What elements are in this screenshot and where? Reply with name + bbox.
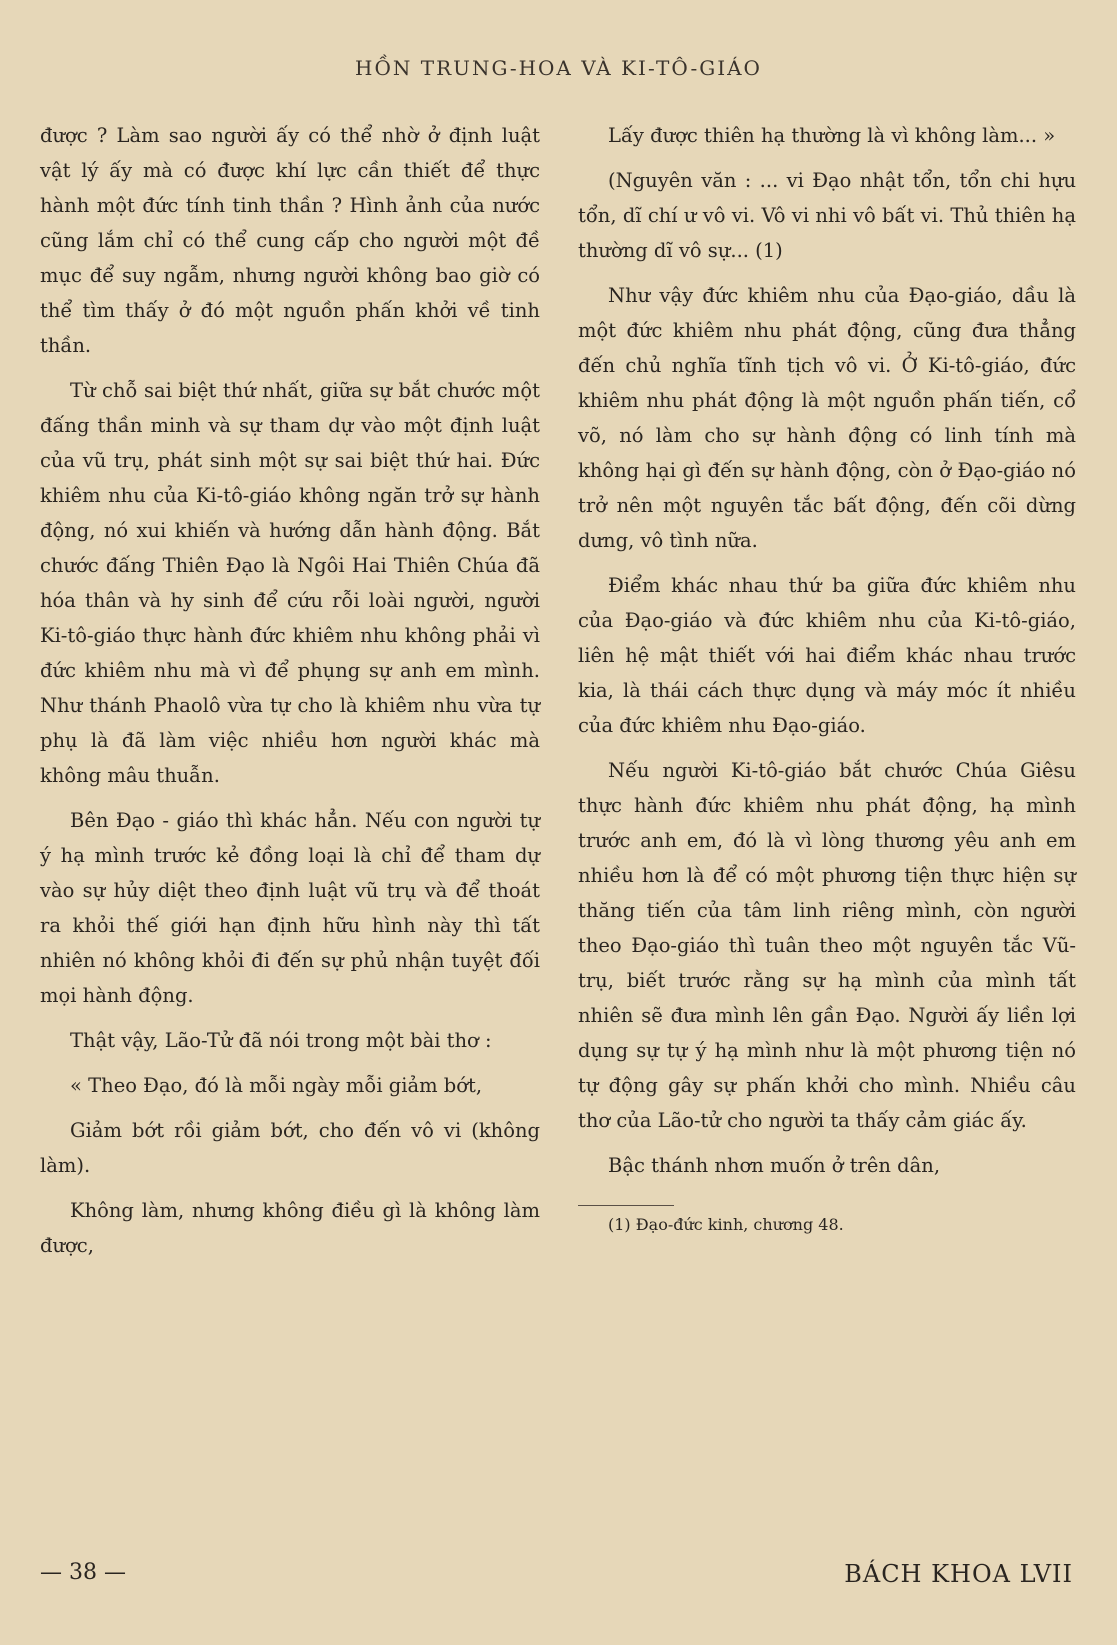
paragraph: Bên Đạo - giáo thì khác hẳn. Nếu con người tự ý hạ mình trước kẻ đồng loại là chỉ để tham dự vào sự hủy diệt theo định luật vũ trụ và để thoát ra khỏi thế giới hạn định hữu hình này thì tất nhiên nó không khỏi đi đến sự phủ nhận tuyệt đối mọi hành động.: [40, 809, 540, 1007]
right-column: [578, 118, 1076, 1248]
poem-line: Giảm bớt rồi giảm bớt, cho đến vô vi (không làm).: [40, 1119, 540, 1177]
left-column: [40, 118, 540, 1273]
paragraph: Từ chỗ sai biệt thứ nhất, giữa sự bắt chước một đấng thần minh và sự tham dự vào một định luật của vũ trụ, phát sinh một sự sai biệt thứ hai. Đức khiêm nhu của Ki-tô-giáo không ngăn trở sự hành động, nó xui khiến và hướng dẫn hành động. Bắt chước đấng Thiên Đạo là Ngôi Hai Thiên Chúa đã hóa thân và hy sinh để cứu rỗi loài người, người Ki-tô-giáo thực hành đức khiêm nhu không phải vì đức khiêm nhu mà vì để phụng sự anh em mình. Như thánh Phaolô vừa tự cho là khiêm nhu vừa tự phụ là đã làm việc nhiều hơn người khác mà không mâu thuẫn.: [40, 379, 540, 787]
poem-line: Không làm, nhưng không điều gì là không làm được,: [40, 1199, 540, 1257]
paragraph: Thật vậy, Lão-Tử đã nói trong một bài thơ :: [70, 1029, 492, 1052]
paragraph: Nếu người Ki-tô-giáo bắt chước Chúa Giêsu thực hành đức khiêm nhu phát động, hạ mình trước anh em, đó là vì lòng thương yêu anh em nhiều hơn là để có một phương tiện thực hiện sự thăng tiến của tâm linh riêng mình, còn người theo Đạo-giáo thì tuân theo một nguyên tắc Vũ-trụ, biết trước rằng sự hạ mình của mình tất nhiên sẽ đưa mình lên gần Đạo. Người ấy liền lợi dụng sự tự ý hạ mình như là một phương tiện nó tự động gây sự phấn khởi cho mình. Nhiều câu thơ của Lão-tử cho người ta thấy cảm giác ấy.: [578, 759, 1076, 1132]
paragraph: Bậc thánh nhơn muốn ở trên dân,: [608, 1154, 941, 1177]
paragraph: (Nguyên văn : ... vi Đạo nhật tổn, tổn chi hựu tổn, dĩ chí ư vô vi. Vô vi nhi vô bất vi. Thủ thiên hạ thường dĩ vô sự... (1): [578, 169, 1076, 262]
running-title: HỒN TRUNG-HOA VÀ KI-TÔ-GIÁO: [355, 56, 762, 80]
paragraph: được ? Làm sao người ấy có thể nhờ ở định luật vật lý ấy mà có được khí lực cần thiết để thực hành một đức tính tinh thần ? Hình ảnh của nước cũng lắm chỉ có thể cung cấp cho người một đề mục để suy ngẫm, nhưng người không bao giờ có thể tìm thấy ở đó một nguồn phấn khởi về tinh thần.: [40, 124, 540, 357]
page-number: — 38 —: [40, 1560, 126, 1585]
poem-line: « Theo Đạo, đó là mỗi ngày mỗi giảm bớt,: [70, 1074, 483, 1097]
publication-name: BÁCH KHOA LVII: [844, 1560, 1073, 1588]
footnote-rule: [578, 1205, 674, 1206]
paragraph: Như vậy đức khiêm nhu của Đạo-giáo, dầu là một đức khiêm nhu phát động, cũng đưa thẳng đến chủ nghĩa tĩnh tịch vô vi. Ở Ki-tô-giáo, đức khiêm nhu phát động là một nguồn phấn tiến, cổ võ, nó làm cho sự hành động có linh tính mà không hại gì đến sự hành động, còn ở Đạo-giáo nó trở nên một nguyên tắc bất động, đến cõi dừng dưng, vô tình nữa.: [578, 284, 1076, 552]
paragraph: Điểm khác nhau thứ ba giữa đức khiêm nhu của Đạo-giáo và đức khiêm nhu của Ki-tô-giáo, liên hệ mật thiết với hai điểm khác nhau trước kia, là thái cách thực dụng và máy móc ít nhiều của đức khiêm nhu Đạo-giáo.: [578, 574, 1076, 737]
footnote: (1) Đạo-đức kinh, chương 48.: [608, 1215, 844, 1234]
poem-line: Lấy được thiên hạ thường là vì không làm... »: [608, 124, 1056, 147]
